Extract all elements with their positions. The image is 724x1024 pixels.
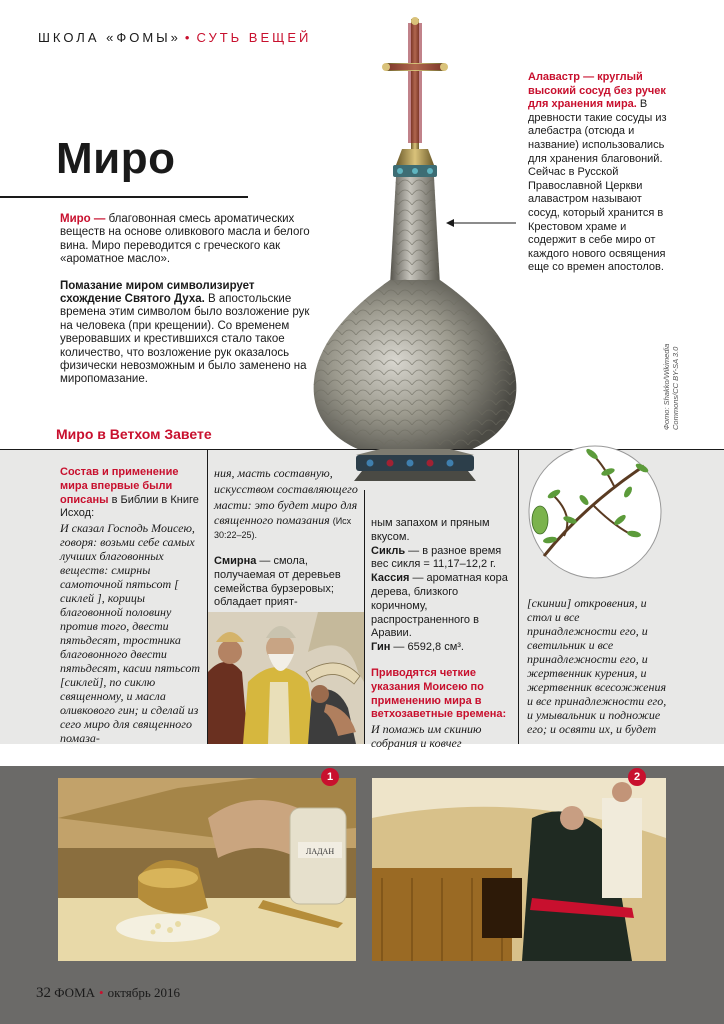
column-divider-2	[364, 490, 365, 744]
col3-text-cassia: — ароматная кора дерева, близкого коричному, распространенного в Аравии.	[371, 572, 508, 640]
jar-label: ЛАДАН	[305, 847, 335, 856]
intro-text	[60, 213, 310, 400]
col1-quote: И сказал Господь Моисею, говоря: возьми себе самых лучших благовонных веществ: смирны самоточной пятьсот [ сиклей ], корицы благовонной половину против того, двести пятьдесят, тростника благовонного двести пятьдесят, касии пятьсот [сиклей], по сиклю священному, и масла оливкового гин; и сделай из сего миро для священного помаза-	[60, 521, 200, 746]
intro-highlight: Помазание миром символизирует схождение Святого Духа.	[60, 279, 255, 306]
column-1	[60, 466, 202, 745]
section-title: Миро в Ветхом Завете	[56, 426, 212, 442]
rubric-section: СУТЬ ВЕЩЕЙ	[196, 30, 312, 45]
anointing-illustration	[208, 612, 364, 744]
col2-reference: (Исх 30:22–25).	[214, 516, 352, 541]
photo-2-badge: 2	[628, 768, 646, 786]
photo-credit-line-1: Фото: Shakko/Wikimedia	[662, 343, 671, 430]
column-4: [скинии] откровения, и стол и все принадлежности его, и светильник и все принадлежности его, и жертвенник курения, и жертвенник всесожжения и все принадлежности его, и умывальник и подножие его; и освяти их, и будет	[527, 596, 667, 736]
col3-term-hin: Гин	[371, 641, 391, 654]
title-underline	[0, 196, 248, 198]
col1-lead: Состав и применение мира впервые были описаны	[60, 466, 179, 506]
col3-quote: И помажь им скинию собрания и ковчег	[371, 722, 482, 751]
footer-separator: •	[99, 985, 104, 1000]
alabaster-vase-image	[300, 15, 530, 485]
col2-definition: — смола, получаемая от деревьев семейства бурзеровых; обладает прият-	[214, 554, 341, 609]
intro-paragraph-1	[60, 213, 310, 267]
column-2	[214, 466, 360, 610]
col3-cassia	[371, 572, 513, 641]
rubric-separator: •	[184, 30, 193, 45]
col3-text-hin: — 6592,8 см³.	[390, 641, 464, 654]
photo-2-myrrh-cooking	[372, 778, 666, 961]
page-number: 32	[36, 985, 51, 1001]
issue-date: октябрь 2016	[107, 985, 181, 1000]
caption-lead: Алавастр — круглый высокий сосуд без ручек для хранения мира.	[528, 71, 666, 111]
col2-term: Смирна	[214, 554, 257, 567]
photo-credit-line-2: Commons/CC BY-SA 3.0	[671, 346, 680, 430]
magazine-name: ФОМА	[54, 985, 96, 1000]
col3-term-shekel: Сикль	[371, 544, 406, 557]
col2-smyrna	[214, 555, 360, 610]
photo-1-incense	[58, 778, 356, 961]
intro-term: Миро —	[60, 213, 106, 225]
rubric-school: ШКОЛА «ФОМЫ»	[38, 30, 181, 45]
cross-icon	[382, 17, 448, 149]
photo-credit	[662, 344, 680, 430]
alabaster-caption	[528, 71, 668, 275]
rubric	[38, 30, 311, 45]
page-title: Миро	[56, 134, 176, 183]
col3-text-shekel: — в разное время вес сикля = 11,17–12,2 г.	[371, 544, 502, 571]
intro-paragraph-2	[60, 280, 310, 387]
col3-text-1: ным запахом и пряным вкусом.	[371, 517, 490, 543]
col1-text: в Библии в Книге Исход:	[60, 493, 199, 520]
caption-body: В древности такие сосуды из алебастра (отсюда и название) использовались для хранения благовоний. Сейчас в Русской Православной Церкви алавастром называют сосуд, который хранится в Крестовом храме и содержит в себе миро от каждого нового освящения еще со времен апостолов.	[528, 98, 667, 274]
col3-lead: Приводятся четкие указания Моисею по применению мира в ветхозаветные времена:	[371, 666, 507, 721]
column-divider-3	[518, 449, 519, 744]
col3-shekel	[371, 545, 513, 573]
col2-quote: ния, масть составную, искусством составляющего масти: это будет миро для священного помазания	[214, 466, 358, 528]
page-footer	[36, 985, 180, 1002]
intro-body: В апостольские времена этим символом было возложение рук на человека (при крещении). Со временем уверовавших и крестившихся стало такое количество, что возложение рук оказалось физически невозможным и было заменено на миропомазание.	[60, 293, 310, 386]
cassia-plant-illustration	[524, 436, 666, 588]
photo-1-badge: 1	[321, 768, 339, 786]
col3-hin	[371, 641, 513, 655]
caption-arrow-icon	[446, 218, 516, 228]
col3-term-cassia: Кассия	[371, 572, 410, 585]
column-3	[371, 517, 513, 750]
intro-definition: благовонная смесь ароматических веществ на основе оливкового масла и белого вина. Миро переводится с греческого как «ароматное масло».	[60, 213, 310, 266]
